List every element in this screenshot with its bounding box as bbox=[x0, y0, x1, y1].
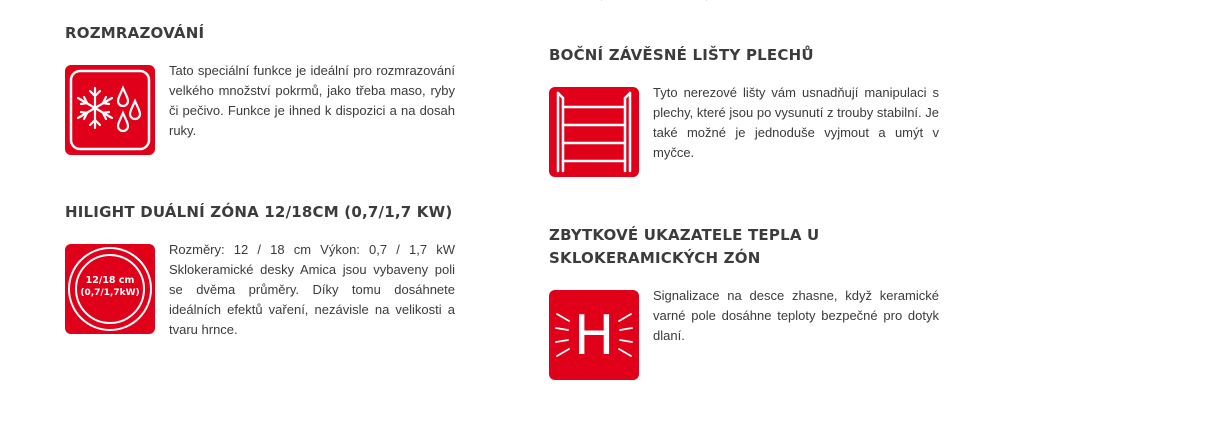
feature-description: Tyto nerezové lišty vám usnadňují manipulaci s plechy, které jsou po vysunutí z trouby stabilní. Je také možné je jednoduše vyjmout a umýt v myčce. bbox=[653, 85, 939, 160]
feature-title: ZBYTKOVÉ UKAZATELE TEPLA U bbox=[549, 226, 820, 244]
cropped-text-remnant bbox=[596, 0, 716, 1]
feature-title: BOČNÍ ZÁVĚSNÉ LIŠTY PLECHŮ bbox=[549, 46, 814, 64]
zone-power-label: (0,7/1,7kW) bbox=[80, 288, 140, 298]
snowflake-drops-icon bbox=[65, 65, 155, 155]
feature-description: Rozměry: 12 / 18 cm Výkon: 0,7 / 1,7 kW Sklokeramické desky Amica jsou vybaveny poli se dvěma průměry. Díky tomu dosáhnete ideálních efektů vaření, nezávisle na velikosti a tvaru hrnce. bbox=[169, 242, 455, 337]
zone-size-label: 12/18 cm bbox=[85, 275, 135, 286]
heat-h-letter: H bbox=[573, 304, 615, 367]
feature-title: ROZMRAZOVÁNÍ bbox=[65, 24, 205, 42]
residual-heat-h-icon bbox=[549, 290, 639, 380]
feature-title: HILIGHT DUÁLNÍ ZÓNA 12/18CM (0,7/1,7 KW) bbox=[65, 203, 453, 221]
feature-description: Signalizace na desce zhasne, když keramické varné pole dosáhne teploty bezpečné pro dotyk dlaní. bbox=[653, 288, 939, 343]
oven-rails-icon bbox=[549, 87, 639, 177]
dual-zone-icon bbox=[65, 244, 155, 334]
feature-title-line2: SKLOKERAMICKÝCH ZÓN bbox=[549, 249, 761, 267]
feature-description: Tato speciální funkce je ideální pro rozmrazování velkého množství pokrmů, jako třeba maso, ryby či pečivo. Funkce je ihned k dispozici a na dosah ruky. bbox=[169, 63, 455, 138]
